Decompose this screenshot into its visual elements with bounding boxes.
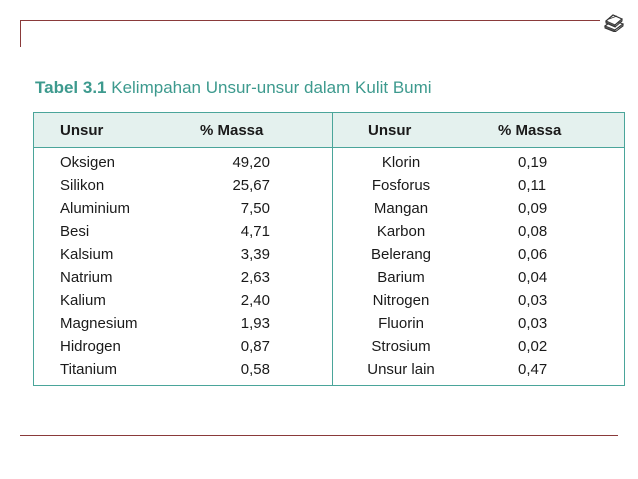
- element-name-left: Hidrogen: [60, 338, 121, 355]
- top-rule: [20, 20, 600, 21]
- element-name-left: Aluminium: [60, 200, 131, 217]
- mass-percent-right: 0,04: [518, 269, 548, 286]
- mass-percent-left: 49,20: [232, 154, 270, 171]
- mass-percent-left: 25,67: [232, 177, 270, 194]
- element-name-left: Silikon: [60, 177, 105, 194]
- bottom-rule: [20, 435, 618, 436]
- element-name-right: Nitrogen: [372, 292, 430, 309]
- element-name-left: Besi: [60, 223, 90, 240]
- table-title-number: Tabel 3.1: [35, 78, 107, 97]
- table-row: [34, 151, 624, 174]
- element-name-right: Klorin: [381, 154, 421, 171]
- element-name-right: Unsur lain: [367, 361, 435, 378]
- element-name-left: Kalium: [60, 292, 106, 309]
- element-name-right: Karbon: [376, 223, 426, 240]
- mass-percent-left: 3,39: [240, 246, 270, 263]
- table-row: [34, 335, 624, 358]
- mass-percent-left: 4,71: [240, 223, 270, 240]
- left-rule-tick: [20, 20, 21, 47]
- element-name-left: Magnesium: [60, 315, 138, 332]
- element-name-right: Belerang: [370, 246, 432, 263]
- mass-percent-right: 0,03: [518, 292, 548, 309]
- mass-percent-left: 2,40: [240, 292, 270, 309]
- table-title: [35, 78, 432, 98]
- mass-percent-right: 0,09: [518, 200, 548, 217]
- mass-percent-left: 2,63: [240, 269, 270, 286]
- mass-percent-left: 7,50: [240, 200, 270, 217]
- table-title-text: Kelimpahan Unsur-unsur dalam Kulit Bumi: [111, 78, 432, 97]
- mass-percent-left: 0,58: [240, 361, 270, 378]
- header-massa-right: % Massa: [498, 122, 562, 139]
- mass-percent-right: 0,03: [518, 315, 548, 332]
- element-name-right: Strosium: [371, 338, 431, 355]
- table-row: [34, 266, 624, 289]
- mass-percent-right: 0,08: [518, 223, 548, 240]
- table-row: [34, 243, 624, 266]
- mass-percent-left: 0,87: [240, 338, 270, 355]
- book-stack-icon: [603, 12, 625, 32]
- element-name-left: Titanium: [60, 361, 117, 378]
- mass-percent-right: 0,06: [518, 246, 548, 263]
- mass-percent-right: 0,02: [518, 338, 548, 355]
- mass-percent-right: 0,11: [518, 177, 547, 194]
- mass-percent-right: 0,19: [518, 154, 548, 171]
- element-name-left: Natrium: [60, 269, 113, 286]
- table-row: [34, 312, 624, 335]
- mass-percent-right: 0,47: [518, 361, 548, 378]
- element-name-right: Fluorin: [378, 315, 424, 332]
- table-row: [34, 289, 624, 312]
- header-unsur-left: Unsur: [60, 122, 104, 139]
- header-massa-left: % Massa: [200, 122, 264, 139]
- table-row: [34, 174, 624, 197]
- element-name-right: Mangan: [373, 200, 429, 217]
- table-row: [34, 197, 624, 220]
- table-row: [34, 358, 624, 381]
- element-name-left: Kalsium: [60, 246, 114, 263]
- header-unsur-right: Unsur: [368, 122, 412, 139]
- table-header: [34, 113, 624, 148]
- element-name-right: Barium: [377, 269, 425, 286]
- table-row: [34, 220, 624, 243]
- element-abundance-table: [33, 112, 625, 386]
- mass-percent-left: 1,93: [240, 315, 270, 332]
- element-name-left: Oksigen: [60, 154, 116, 171]
- element-name-right: Fosforus: [371, 177, 431, 194]
